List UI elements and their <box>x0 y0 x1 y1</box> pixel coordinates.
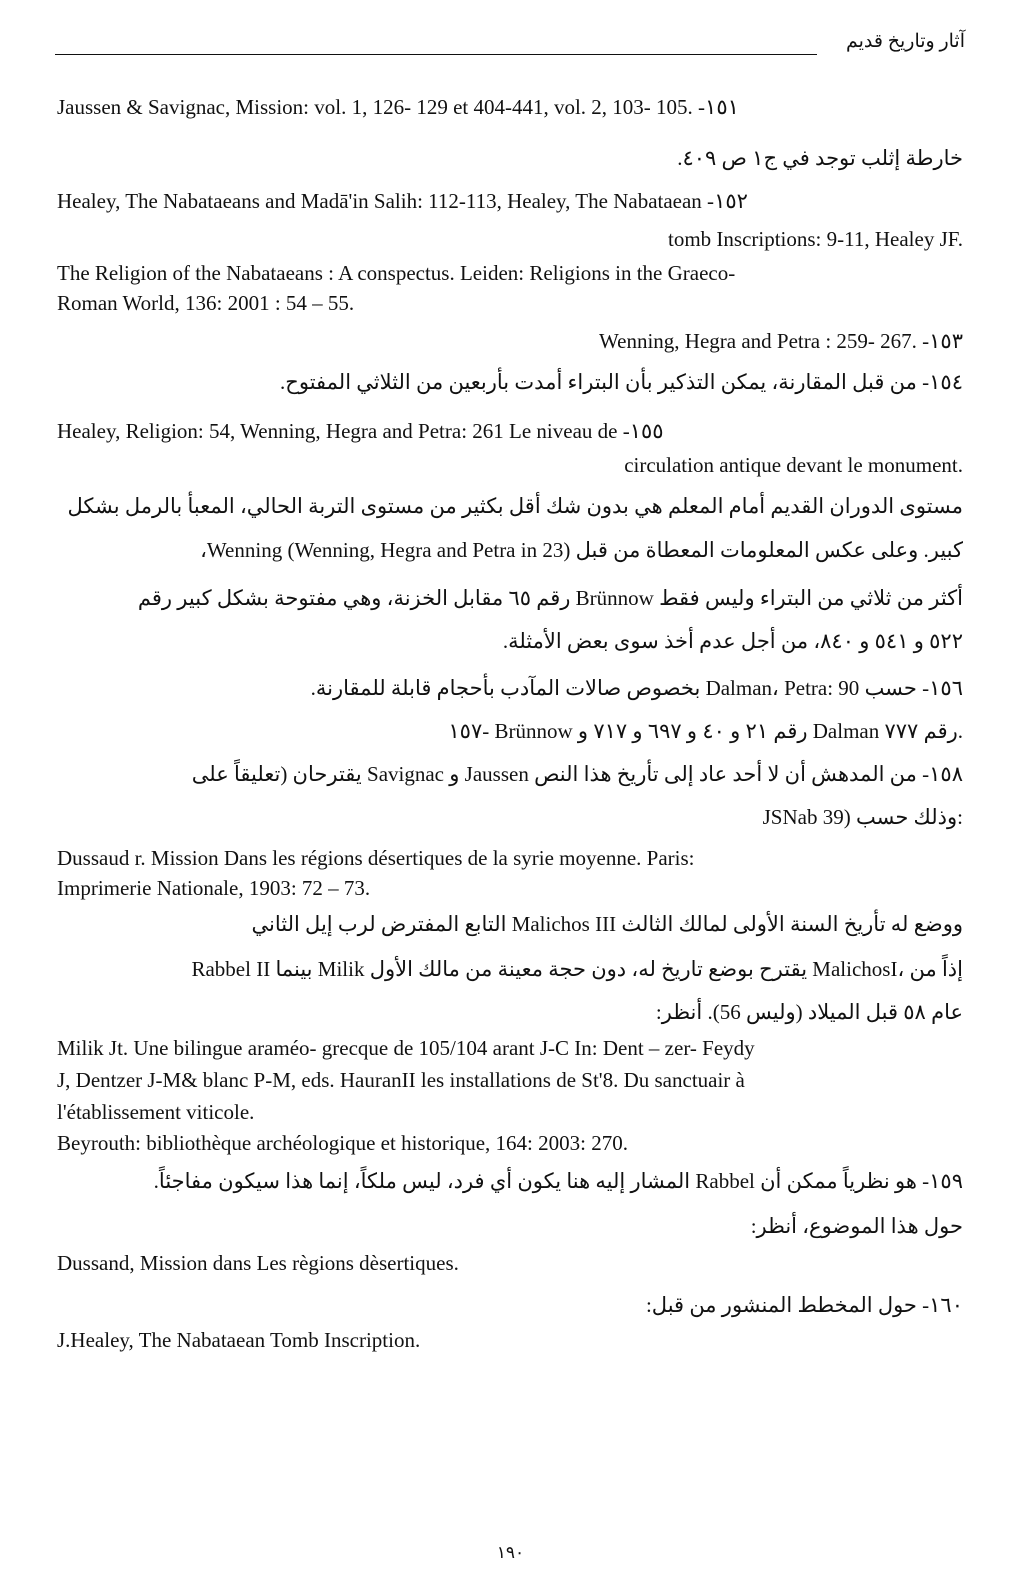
page-number: ١٩٠ <box>496 1543 525 1562</box>
footnote-156: ١٥٦- حسب Dalman، Petra: 90 بخصوص صالات المآدب بأحجام قابلة للمقارنة. <box>310 676 963 700</box>
running-title: آثار وتاريخ قديم <box>845 31 965 52</box>
footnote-155: Healey, Religion: 54, Wenning, Hegra and Petra: 261 Le niveau de -١٥٥ <box>57 419 664 443</box>
footnote-158-ref-1: Dussaud r. Mission Dans les régions désertiques de la syrie moyenne. Paris: <box>57 846 695 870</box>
footnote-158-arabic-1: ووضع له تأريخ السنة الأولى لمالك الثالث Malichos III التابع المفترض لرب إيل الثاني <box>251 912 963 936</box>
footnote-160: ١٦٠- حول المخطط المنشور من قبل: <box>645 1293 963 1317</box>
footnote-159-cont: حول هذا الموضوع، أنظر: <box>750 1214 963 1238</box>
footnote-158-arabic-3: عام ٥٨ قبل الميلاد (وليس 56). أنظر: <box>655 1000 963 1024</box>
footnote-154: ١٥٤- من قبل المقارنة، يمكن التذكير بأن البتراء أمدت بأربعين من الثلاثي المفتوح. <box>280 370 963 394</box>
footnote-155-arabic-1: مستوى الدوران القديم أمام المعلم هي بدون شك أقل بكثير من مستوى التربة الحالي، المعبأ بالرمل بشكل <box>67 494 963 518</box>
footnote-157: ١٥٧- Brünnow رقم ٢١ و ٤٠ و ٦٩٧ و ٧١٧ و Dalman رقم ٧٧٧. <box>448 719 963 743</box>
footnote-160-ref: J.Healey, The Nabataean Tomb Inscription. <box>57 1328 421 1352</box>
footnote-158-cont: JSNab 39) وذلك حسب: <box>762 805 963 829</box>
footnote-158-arabic-2: Rabbel II بينما Milik يقترح بوضع تاريخ له، دون حجة معينة من مالك الأول MalichosI، إذاً من <box>191 957 963 981</box>
footnote-155-arabic-3: أكثر من ثلاثي من البتراء وليس فقط Brünnow رقم ٦٥ مقابل الخزنة، وهي مفتوحة بشكل كبير رقم <box>137 586 963 610</box>
footnote-159: ١٥٩- هو نظرياً ممكن أن Rabbel المشار إليه هنا يكون أي فرد، ليس ملكاً، إنما هذا سيكون مفاجئاً. <box>153 1169 963 1193</box>
footnote-158-ref-6: Beyrouth: bibliothèque archéologique et historique, 164: 2003: 270. <box>57 1131 628 1155</box>
footnote-152: Healey, The Nabataeans and Madā'in Salih: 112-113, Healey, The Nabataean -١٥٢ <box>57 189 748 213</box>
footnote-152-cont2: The Religion of the Nabataeans : A conspectus. Leiden: Religions in the Graeco- <box>57 261 736 285</box>
footnote-155-arabic-2: كبير. وعلى عكس المعلومات المعطاة من قبل Wenning (Wenning, Hegra and Petra in 23)، <box>200 538 963 562</box>
footnote-155-cont: circulation antique devant le monument. <box>624 453 963 477</box>
footnote-151-map: خارطة إثلب توجد في ج١ ص ٤٠٩. <box>677 146 963 170</box>
footnote-155-arabic-4: ٥٢٢ و ٥٤١ و ٨٤٠، من أجل عدم أخذ سوى بعض الأمثلة. <box>502 629 963 653</box>
footnote-153: Wenning, Hegra and Petra : 259- 267. -١٥٣ <box>599 329 963 353</box>
footnote-158-ref-2: Imprimerie Nationale, 1903: 72 – 73. <box>57 876 371 900</box>
footnote-152-cont3: Roman World, 136: 2001 : 54 – 55. <box>57 291 355 315</box>
running-header <box>55 24 965 58</box>
footnote-158-ref-4: J, Dentzer J-M& blanc P-M, eds. HauranII les installations de St'8. Du sanctuair à <box>57 1068 745 1092</box>
footnote-152-cont: tomb Inscriptions: 9-11, Healey JF. <box>667 227 963 251</box>
header-rule <box>55 54 817 55</box>
footnote-158: ١٥٨- من المدهش أن لا أحد عاد إلى تأريخ هذا النص Jaussen و Savignac يقترحان (تعليقاً على <box>191 762 963 786</box>
footnote-151: Jaussen & Savignac, Mission: vol. 1, 126- 129 et 404-441, vol. 2, 103- 105. -١٥١ <box>57 95 739 119</box>
footnote-158-ref-5: l'établissement viticole. <box>57 1100 255 1124</box>
footnote-158-ref-3: Milik Jt. Une bilingue araméo- grecque de 105/104 arant J-C In: Dent – zer- Feydy <box>57 1036 755 1060</box>
footnote-159-ref: Dussand, Mission dans Les règions dèsertiques. <box>57 1251 459 1275</box>
